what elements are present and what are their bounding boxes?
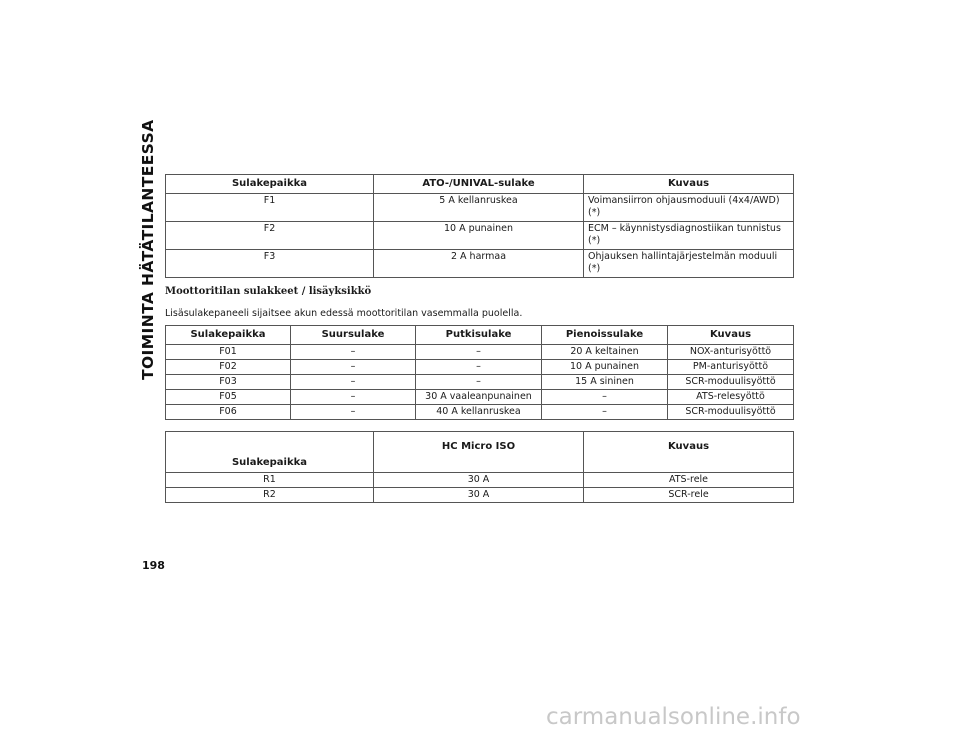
fuse-table-auxiliary [165, 325, 794, 420]
table-cell: – [542, 390, 668, 405]
table-cell: R2 [166, 488, 374, 503]
table-row [166, 360, 794, 375]
table-cell: PM-anturisyöttö [668, 360, 794, 375]
page-number: 198 [142, 559, 165, 572]
section-heading: Moottoritilan sulakkeet / lisäyksikkö [165, 286, 372, 297]
table-row [166, 375, 794, 390]
table-cell: – [416, 345, 542, 360]
table-cell: – [416, 360, 542, 375]
table-row [166, 488, 794, 503]
watermark-text: carmanualsonline.info [546, 704, 801, 730]
table-cell: – [542, 405, 668, 420]
column-header: Kuvaus [668, 326, 794, 345]
table-header-row [166, 326, 794, 345]
table-cell: F06 [166, 405, 291, 420]
table-cell: 10 A punainen [374, 222, 584, 250]
table-cell: ECM – käynnistysdiagnostiikan tunnistus (*) [584, 222, 794, 250]
table-cell: ATS-relesyöttö [668, 390, 794, 405]
table-header-row [166, 432, 794, 473]
column-header: Sulakepaikka [166, 432, 374, 473]
table-cell: ATS-rele [584, 473, 794, 488]
table-cell: 30 A [374, 488, 584, 503]
table-row [166, 250, 794, 278]
column-header: Sulakepaikka [166, 175, 374, 194]
table-cell: SCR-moduulisyöttö [668, 375, 794, 390]
column-header: Sulakepaikka [166, 326, 291, 345]
table-cell: Voimansiirron ohjausmoduuli (4x4/AWD) (*) [584, 194, 794, 222]
table-cell: – [291, 390, 416, 405]
table-cell: – [416, 375, 542, 390]
column-header: Kuvaus [584, 432, 794, 473]
table-cell: 30 A [374, 473, 584, 488]
column-header: HC Micro ISO [374, 432, 584, 473]
table-cell: 10 A punainen [542, 360, 668, 375]
column-header: Kuvaus [584, 175, 794, 194]
table-cell: 40 A kellanruskea [416, 405, 542, 420]
table-row [166, 222, 794, 250]
table-row [166, 194, 794, 222]
table-cell: F01 [166, 345, 291, 360]
table-header-row [166, 175, 794, 194]
table-cell: – [291, 360, 416, 375]
table-cell: F03 [166, 375, 291, 390]
table-cell: F05 [166, 390, 291, 405]
table-row [166, 390, 794, 405]
column-header: Pienoissulake [542, 326, 668, 345]
table-cell: F1 [166, 194, 374, 222]
column-header: Putkisulake [416, 326, 542, 345]
relay-table [165, 431, 794, 503]
table-cell: Ohjauksen hallintajärjestelmän moduuli (*) [584, 250, 794, 278]
table-cell: F2 [166, 222, 374, 250]
table-cell: – [291, 345, 416, 360]
table-cell: – [291, 375, 416, 390]
section-description: Lisäsulakepaneeli sijaitsee akun edessä moottoritilan vasemmalla puolella. [165, 308, 523, 319]
table-cell: 5 A kellanruskea [374, 194, 584, 222]
fuse-table-ato-unival [165, 174, 794, 278]
table-row [166, 345, 794, 360]
table-cell: NOX-anturisyöttö [668, 345, 794, 360]
table-cell: F3 [166, 250, 374, 278]
table-row [166, 473, 794, 488]
table-cell: 20 A keltainen [542, 345, 668, 360]
table-cell: SCR-rele [584, 488, 794, 503]
table-cell: 15 A sininen [542, 375, 668, 390]
table-row [166, 405, 794, 420]
table-cell: 30 A vaaleanpunainen [416, 390, 542, 405]
table-cell: 2 A harmaa [374, 250, 584, 278]
table-cell: – [291, 405, 416, 420]
table-cell: SCR-moduulisyöttö [668, 405, 794, 420]
column-header: Suursulake [291, 326, 416, 345]
column-header: ATO-/UNIVAL-sulake [374, 175, 584, 194]
side-section-title: TOIMINTA HÄTÄTILANTEESSA [139, 119, 157, 380]
table-cell: R1 [166, 473, 374, 488]
table-cell: F02 [166, 360, 291, 375]
